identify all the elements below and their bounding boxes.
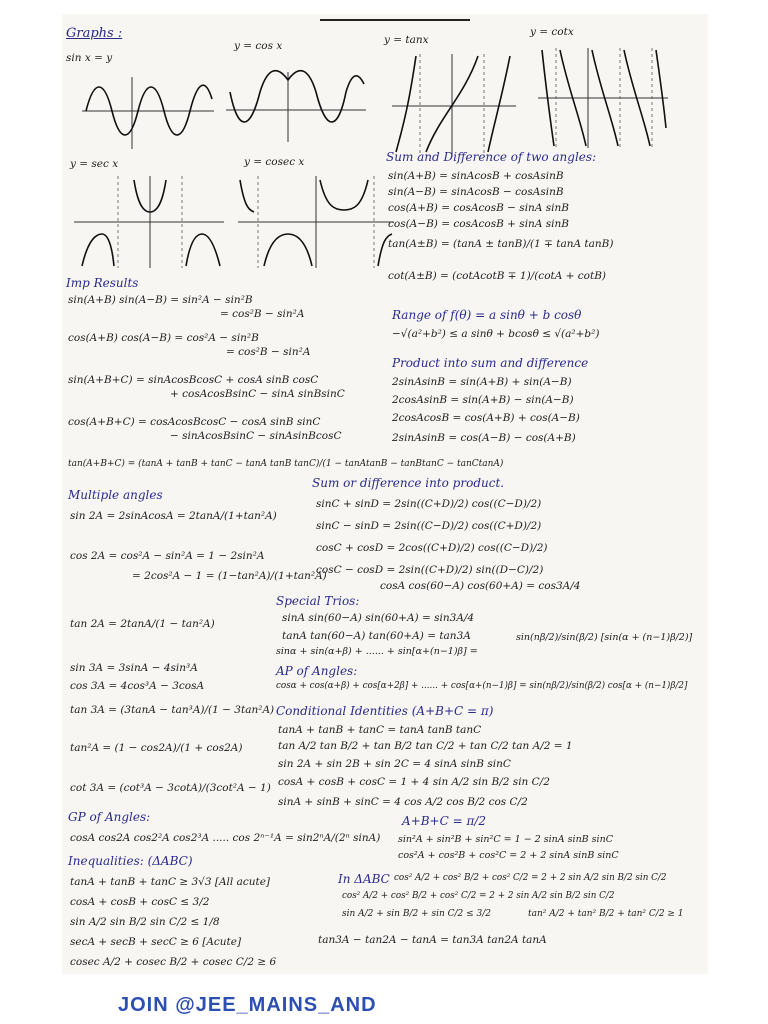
graphs-heading: Graphs : — [66, 26, 123, 41]
ap-heading: AP of Angles: — [276, 664, 358, 678]
ap-line-2: cosα + cos(α+β) + cos[α+2β] + ...... + cos[α+(n−1)β] = sin(nβ/2)/sin(β/2) cos[α + (n−1)β/2] — [276, 681, 688, 691]
page-top-edge — [320, 14, 470, 21]
multiple-line-2: cos 2A = cos²A − sin²A = 1 − 2sin²A — [70, 550, 265, 562]
imp-line-2: = cos²B − sin²A — [220, 308, 305, 320]
graph-label-cot: y = cotx — [530, 26, 574, 38]
conditional-line-2: tan A/2 tan B/2 + tan B/2 tan C/2 + tan C/2 tan A/2 = 1 — [278, 740, 573, 752]
product-heading: Product into sum and difference — [392, 356, 589, 370]
special-line-3: tanA tan(60−A) tan(60+A) = tan3A — [282, 630, 471, 642]
graph-label-sin: sin x = y — [66, 52, 113, 64]
ap-line-1: sinα + sin(α+β) + ...... + sin[α+(n−1)β] = — [276, 646, 478, 657]
conditional-line-5: sinA + sinB + sinC = 4 cos A/2 cos B/2 cos C/2 — [278, 796, 528, 808]
sum-diff-line-2: sin(A−B) = sinAcosB − cosAsinB — [388, 186, 564, 198]
special-line-1: cosA cos(60−A) cos(60+A) = cos3A/4 — [380, 580, 581, 592]
sum-diff-line-5: tan(A±B) = (tanA ± tanB)/(1 ∓ tanA tanB) — [388, 238, 614, 250]
graph-label-cos: y = cos x — [234, 40, 283, 52]
product-line-2: 2cosAsinB = sin(A+B) − sin(A−B) — [392, 394, 574, 406]
cotangent-graph — [538, 48, 668, 148]
ineq-line-2: cosA + cosB + cosC ≤ 3/2 — [70, 896, 210, 908]
secant-graph — [74, 176, 224, 268]
footer-watermark — [118, 992, 378, 1024]
multiple-line-6: cos 3A = 4cos³A − 3cosA — [70, 680, 205, 692]
sum-diff-line-1: sin(A+B) = sinAcosB + cosAsinB — [388, 170, 564, 182]
notes-page — [62, 14, 708, 974]
sum-product-line-3: cosC + cosD = 2cos((C+D)/2) cos((C−D)/2) — [316, 542, 548, 554]
sum-product-line-4: cosC − cosD = 2sin((C+D)/2) sin((D−C)/2) — [316, 564, 544, 576]
sum-diff-line-6: cot(A±B) = (cotAcotB ∓ 1)/(cotA + cotB) — [388, 270, 607, 282]
ineq-line-3: sin A/2 sin B/2 sin C/2 ≤ 1/8 — [70, 916, 220, 928]
half-pi-line-2: cos²A + cos²B + cos²C = 2 + 2 sinA sinB sinC — [398, 850, 619, 861]
triangle-line-2: cos² A/2 + cos² B/2 + cos² C/2 = 2 + 2 sin A/2 sin B/2 sin C/2 — [342, 891, 615, 901]
imp-line-8: − sinAcosBsinC − sinAsinBcosC — [170, 430, 342, 442]
triangle-line-4: tan² A/2 + tan² B/2 + tan² C/2 ≥ 1 — [528, 909, 684, 919]
cosecant-graph — [238, 176, 394, 268]
conditional-line-1: tanA + tanB + tanC = tanA tanB tanC — [278, 724, 482, 736]
graph-label-tan: y = tanx — [384, 34, 429, 46]
triangle-heading: In ΔABC — [338, 872, 390, 886]
conditional-line-3: sin 2A + sin 2B + sin 2C = 4 sinA sinB sinC — [278, 758, 511, 770]
half-pi-line-1: sin²A + sin²B + sin²C = 1 − 2 sinA sinB sinC — [398, 834, 613, 845]
multiple-line-1: sin 2A = 2sinAcosA = 2tanA/(1+tan²A) — [70, 510, 277, 522]
ineq-line-4: secA + secB + secC ≥ 6 [Acute] — [70, 936, 242, 948]
imp-line-6: + cosAcosBsinC − sinA sinBsinC — [170, 388, 345, 400]
graph-label-sec: y = sec x — [70, 158, 119, 170]
cosine-graph — [226, 62, 366, 144]
product-line-1: 2sinAsinB = sin(A+B) + sin(A−B) — [392, 376, 572, 388]
sum-product-heading: Sum or difference into product. — [312, 476, 505, 490]
ineq-line-5: cosec A/2 + cosec B/2 + cosec C/2 ≥ 6 — [70, 956, 277, 968]
footer-text: JOIN @JEE_MAINS_AND — [118, 994, 377, 1016]
special-trios-heading: Special Trios: — [276, 594, 360, 608]
imp-line-3: cos(A+B) cos(A−B) = cos²A − sin²B — [68, 332, 259, 344]
half-pi-heading: A+B+C = π/2 — [402, 814, 487, 828]
special-line-2: sinA sin(60−A) sin(60+A) = sin3A/4 — [282, 612, 475, 624]
multiple-line-8: tan²A = (1 − cos2A)/(1 + cos2A) — [70, 742, 243, 754]
sum-product-line-2: sinC − sinD = 2sin((C−D)/2) cos((C+D)/2) — [316, 520, 542, 532]
triangle-line-1: cos² A/2 + cos² B/2 + cos² C/2 = 2 + 2 sin A/2 sin B/2 sin C/2 — [394, 873, 667, 883]
imp-line-9: tan(A+B+C) = (tanA + tanB + tanC − tanA tanB tanC)/(1 − tanAtanB − tanBtanC − tanCtanA) — [68, 459, 504, 469]
sum-product-line-1: sinC + sinD = 2sin((C+D)/2) cos((C−D)/2) — [316, 498, 542, 510]
tan3a-identity: tan3A − tan2A − tanA = tan3A tan2A tanA — [318, 934, 547, 946]
conditional-heading: Conditional Identities (A+B+C = π) — [276, 704, 494, 718]
sum-diff-line-4: cos(A−B) = cosAcosB + sinA sinB — [388, 218, 569, 230]
imp-line-5: sin(A+B+C) = sinAcosBcosC + cosA sinB cosC — [68, 374, 319, 386]
tangent-graph — [392, 54, 516, 154]
imp-line-1: sin(A+B) sin(A−B) = sin²A − sin²B — [68, 294, 253, 306]
ineq-line-1: tanA + tanB + tanC ≥ 3√3 [All acute] — [70, 876, 271, 888]
range-heading: Range of f(θ) = a sinθ + b cosθ — [392, 308, 582, 322]
imp-line-4: = cos²B − sin²A — [226, 346, 311, 358]
sum-diff-line-3: cos(A+B) = cosAcosB − sinA sinB — [388, 202, 569, 214]
special-side-note: sin(nβ/2)/sin(β/2) [sin(α + (n−1)β/2)] — [516, 632, 693, 643]
multiple-angles-heading: Multiple angles — [68, 488, 163, 502]
range-line: −√(a²+b²) ≤ a sinθ + bcosθ ≤ √(a²+b²) — [392, 328, 600, 340]
multiple-line-3: = 2cos²A − 1 = (1−tan²A)/(1+tan²A) — [132, 570, 327, 582]
multiple-line-5: sin 3A = 3sinA − 4sin³A — [70, 662, 198, 674]
triangle-line-3: sin A/2 + sin B/2 + sin C/2 ≤ 3/2 — [342, 909, 492, 919]
product-line-3: 2cosAcosB = cos(A+B) + cos(A−B) — [392, 412, 580, 424]
gp-heading: GP of Angles: — [68, 810, 151, 824]
imp-line-7: cos(A+B+C) = cosAcosBcosC − cosA sinB sinC — [68, 416, 321, 428]
gp-line: cosA cos2A cos2²A cos2³A ..... cos 2ⁿ⁻¹A = sin2ⁿA/(2ⁿ sinA) — [70, 832, 381, 844]
sine-graph — [82, 69, 214, 151]
multiple-line-4: tan 2A = 2tanA/(1 − tan²A) — [70, 618, 215, 630]
conditional-line-4: cosA + cosB + cosC = 1 + 4 sin A/2 sin B/2 sin C/2 — [278, 776, 550, 788]
inequalities-heading: Inequalities: (ΔABC) — [68, 854, 193, 868]
imp-results-heading: Imp Results — [66, 276, 139, 290]
graph-label-cosec: y = cosec x — [244, 156, 305, 168]
sum-diff-heading: Sum and Difference of two angles: — [386, 150, 597, 164]
multiple-line-9: cot 3A = (cot³A − 3cotA)/(3cot²A − 1) — [70, 782, 271, 794]
multiple-line-7: tan 3A = (3tanA − tan³A)/(1 − 3tan²A) — [70, 704, 275, 716]
product-line-4: 2sinAsinB = cos(A−B) − cos(A+B) — [392, 432, 576, 444]
